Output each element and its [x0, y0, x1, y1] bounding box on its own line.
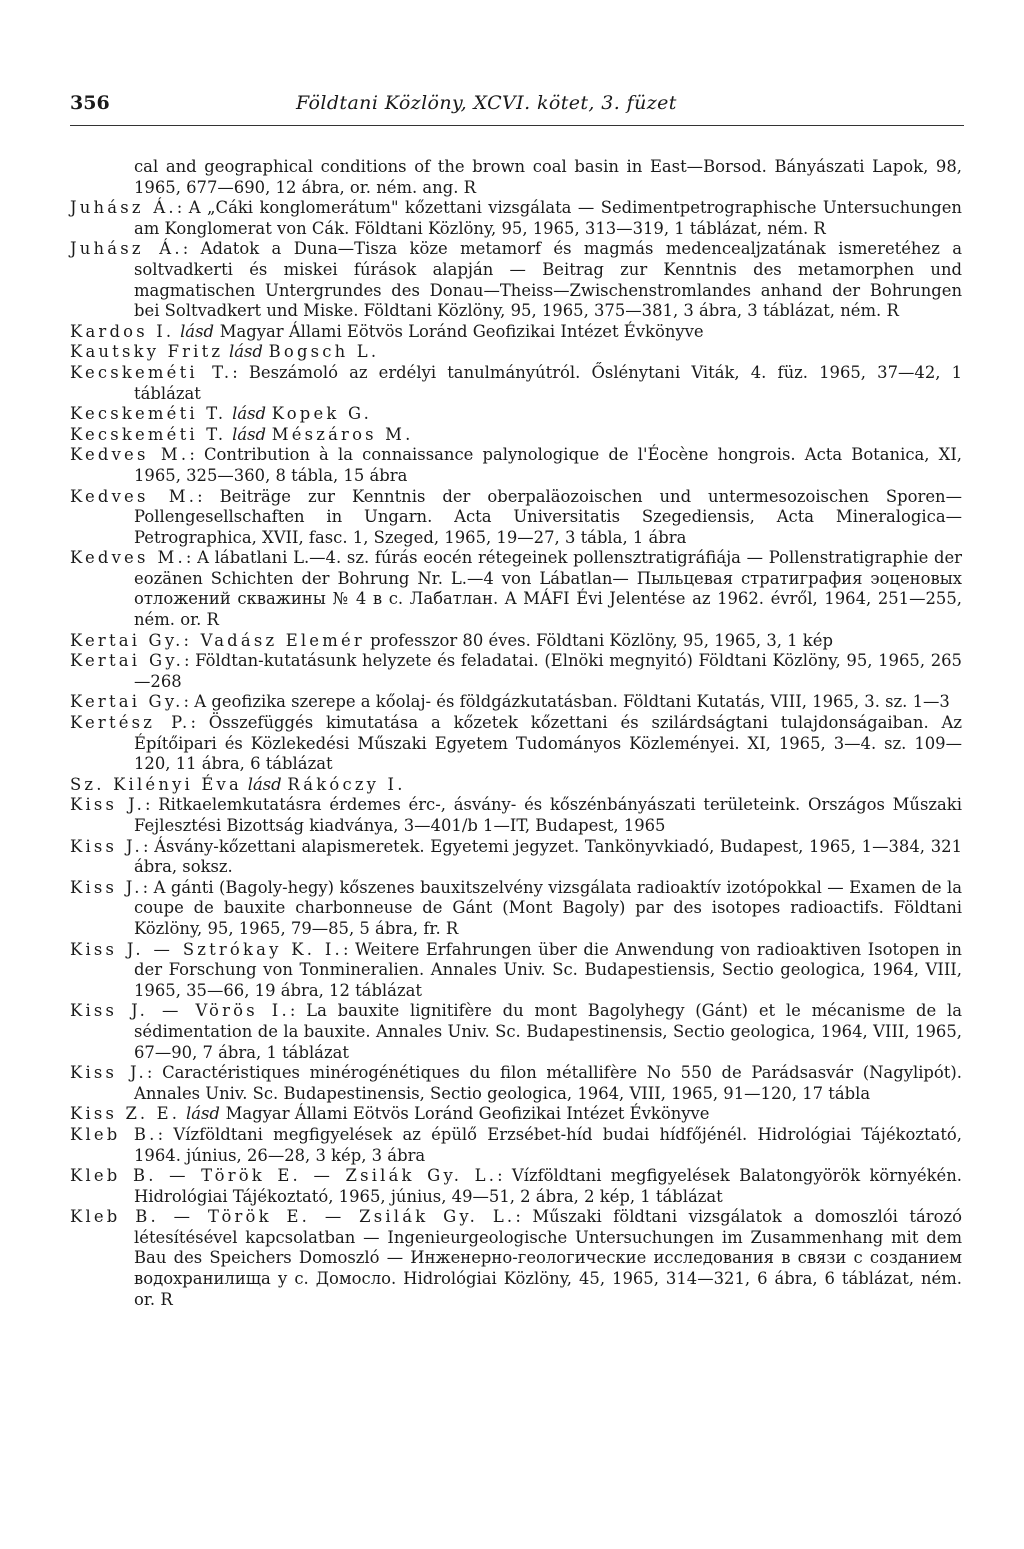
entry-author: Kertész P. — [70, 713, 191, 733]
bibliography-entry — [70, 1207, 962, 1310]
entry-citation: : A gánti (Bagoly-hegy) kőszenes bauxitszelvény vizsgálata radioaktív izotópokkal — Examen de la coupe de bauxite charbonneuse de Gánt (Mont Bagoly) par des isotopes radioactifs. Földtani Közlöny, 95, 1965, 79—85, 5 ábra, fr. R — [134, 877, 962, 938]
entry-author: Kertai Gy. — [70, 630, 184, 650]
entry-author: Kedves M. — [70, 486, 198, 506]
entry-citation: Magyar Állami Eötvös Loránd Geofizikai Intézet Évkönyve — [219, 321, 704, 341]
bibliography-entry — [70, 878, 962, 940]
entry-author: Kleb B. — [70, 1124, 158, 1144]
bibliography-entry — [70, 795, 962, 836]
entry-citation: : Ásvány-kőzettani alapismeretek. Egyetemi jegyzet. Tankönyvkiadó, Budapest, 1965, 1—384, 321 ábra, soksz. — [134, 836, 962, 877]
bibliography-entry — [70, 1125, 962, 1166]
entry-author: Kecskeméti T. — [70, 362, 233, 382]
entry-author: Kedves M. — [70, 445, 190, 465]
entry-author: Kiss J. — [70, 795, 145, 815]
bibliography-entry — [70, 157, 962, 198]
bibliography-entry — [70, 940, 962, 1002]
entry-citation: : A „Cáki konglomerátum" kőzettani vizsgálata — Sedimentpetrographische Untersuchungen am Konglomerat von Cák. Földtani Közlöny, 95, 1965, 313—319, 1 táblázat, ném. R — [134, 198, 962, 238]
entry-citation: : Vízföldtani megfigyelések Balatongyörök környékén. Hidrológiai Tájékoztató, 1965, június, 49—51, 2 ábra, 2 kép, 1 táblázat — [134, 1166, 962, 1206]
running-title: Földtani Közlöny, XCVI. kötet, 3. füzet — [296, 92, 677, 114]
see-also-label: lásd — [232, 424, 266, 444]
bibliography-entry — [70, 1063, 962, 1104]
bibliography-entry — [70, 1001, 962, 1063]
entry-citation: : Műszaki földtani vizsgálatok a domoszlói tározó létesítésével kapcsolatban — Ingenieurgeologische Untersuchungen im Zusammenhang mit dem Bau des Speichers Domoszló — Инженерно-геологические исследования в связи с созданием водохранилища у с. Домосло. Hidrológiai Közlöny, 45, 1965, 314—321, 6 ábra, 6 táblázat, ném. or. R — [134, 1207, 962, 1309]
entry-citation: : A lábatlani L.—4. sz. fúrás eocén rétegeinek pollensztratigráfiája — Pollenstratigraphie der eozänen Schichten der Bohrung Nr. L.—4 von Lábatlan— Пыльцевая стратиграфия эоценовых отложений скважины № 4 в с. Лабатлан. A MÁFI Évi Jelentése az 1962. évről, 1964, 251—255, ném. or. R — [134, 548, 963, 630]
entry-citation: cal and geographical conditions of the brown coal basin in East—Borsod. Bányászati Lapok, 98, 1965, 677—690, 12 ábra, or. ném. ang. R — [134, 157, 962, 197]
bibliography-entry — [70, 404, 962, 425]
entry-citation: Magyar Állami Eötvös Loránd Geofizikai Intézet Évkönyve — [225, 1104, 710, 1124]
entry-subject: : Vadász Elemér — [183, 630, 365, 650]
entry-author: Kleb B. — Török E. — Zsilák Gy. L. — [70, 1207, 516, 1227]
header-rule — [70, 125, 964, 126]
entry-citation: professzor 80 éves. Földtani Közlöny, 95, 1965, 3, 1 kép — [364, 630, 833, 650]
bibliography-entry — [70, 363, 962, 404]
entry-citation: : Vízföldtani megfigyelések az épülő Erzsébet-híd budai hídfőjénél. Hidrológiai Tájékoztató, 1964. június, 26—28, 3 kép, 3 ábra — [134, 1124, 962, 1165]
see-also-author: Rákóczy I. — [287, 774, 406, 794]
see-also-author: Kopek G. — [271, 404, 373, 424]
bibliography-entry — [70, 692, 962, 713]
bibliography-entry — [70, 837, 962, 878]
entry-citation: : Caractéristiques minérogénétiques du filon métallifère No 550 de Parádsasvár (Nagylipót). Annales Univ. Sc. Budapestinensis, Sectio geologica, 1964, VIII, 1965, 91—120, 17 tábla — [134, 1063, 962, 1103]
page-number: 356 — [70, 92, 110, 114]
bibliography-entry — [70, 1104, 962, 1125]
see-also-author: Mészáros M. — [271, 424, 414, 444]
entry-citation: : Beiträge zur Kenntnis der oberpaläozoischen und untermesozoischen Sporen—Pollengesellschaften in Ungarn. Acta Universitatis Szegediensis, Acta Mineralogica—Petrographica, XVII, fasc. 1, Szeged, 1965, 19—27, 3 tábla, 1 ábra — [134, 486, 962, 547]
bibliography-entry — [70, 1166, 962, 1207]
bibliography-entry — [70, 445, 962, 486]
entry-author: Sz. Kilényi Éva — [70, 774, 242, 794]
entry-citation: : Földtan-kutatásunk helyzete és feladatai. (Elnöki megnyitó) Földtani Közlöny, 95, 1965, 265—268 — [134, 651, 962, 691]
entry-author: Kautsky Fritz — [70, 342, 224, 362]
bibliography-entry — [70, 548, 962, 630]
entry-citation: : Adatok a Duna—Tisza köze metamorf és magmás medencealjzatának ismeretéhez a soltvadkerti és miskei fúrások alapján — Beitrag zur Kenntnis des metamorphen und magmatischen Untergrundes des Donau—Theiss—Zwischenstromlandes anhand der Bohrungen bei Soltvadkert und Miske. Földtani Közlöny, 95, 1965, 375—381, 3 ábra, 3 táblázat, ném. R — [134, 239, 962, 321]
entry-citation: : Weitere Erfahrungen über die Anwendung von radioaktiven Isotopen in der Forschung von Tonmineralien. Annales Univ. Sc. Budapestiensis, Sectio geologica, 1964, VIII, 1965, 35—66, 19 ábra, 12 táblázat — [134, 939, 962, 1000]
entry-author: Kiss J. — [70, 877, 143, 897]
bibliography-entry — [70, 487, 962, 549]
bibliography-list — [70, 157, 962, 1310]
entry-author: Kleb B. — Török E. — Zsilák Gy. L. — [70, 1166, 498, 1186]
see-also-label: lásd — [185, 1104, 220, 1124]
bibliography-entry — [70, 425, 962, 446]
bibliography-entry — [70, 713, 962, 775]
entry-author: Kecskeméti T. — [70, 404, 227, 424]
see-also-author: Bogsch L. — [268, 342, 380, 362]
entry-author: Kertai Gy. — [70, 692, 184, 712]
entry-author: Kiss J. — Vörös I. — [70, 1001, 290, 1021]
entry-citation: : Összefüggés kimutatása a kőzetek kőzettani és szilárdságtani tulajdonságaiban. Az Építőipari és Közlekedési Műszaki Egyetem Tudományos Közleményei. XI, 1965, 3—4. sz. 109—120, 11 ábra, 6 táblázat — [134, 713, 962, 774]
entry-citation: : A geofizika szerepe a kőolaj- és földgázkutatásban. Földtani Kutatás, VIII, 1965, 3. sz. 1—3 — [183, 692, 950, 712]
entry-author: Juhász Á. — [70, 239, 183, 259]
see-also-label: lásd — [247, 774, 282, 794]
bibliography-entry — [70, 198, 962, 239]
entry-citation: : La bauxite lignitifère du mont Bagolyhegy (Gánt) et le mécanisme de la sédimentation de la bauxite. Annales Univ. Sc. Budapestinensis, Sectio geologica, 1964, VIII, 1965, 67—90, 7 ábra, 1 táblázat — [134, 1001, 962, 1062]
bibliography-entry — [70, 322, 962, 343]
entry-author: Kiss J. — [70, 836, 143, 856]
page-header — [70, 92, 964, 122]
bibliography-entry — [70, 775, 962, 796]
see-also-label: lásd — [232, 404, 266, 424]
see-also-label: lásd — [228, 342, 263, 362]
entry-author: Kiss J. — [70, 1063, 147, 1083]
entry-author: Kiss J. — Sztrókay K. I. — [70, 939, 343, 959]
entry-citation: : Beszámoló az erdélyi tanulmányútról. Őslénytani Viták, 4. füz. 1965, 37—42, 1 táblázat — [134, 362, 962, 403]
bibliography-entry — [70, 239, 962, 321]
bibliography-entry — [70, 342, 962, 363]
bibliography-entry — [70, 631, 962, 652]
entry-author: Kecskeméti T. — [70, 424, 227, 444]
entry-author: Kertai Gy. — [70, 651, 184, 671]
entry-author: Kardos I. — [70, 321, 175, 341]
see-also-label: lásd — [180, 321, 214, 341]
entry-citation: : Ritkaelemkutatásra érdemes érc-, ásvány- és kőszénbányászati területeink. Országos Műszaki Fejlesztési Bizottság kiadványa, 3—401/b 1—IT, Budapest, 1965 — [134, 795, 962, 835]
bibliography-entry — [70, 651, 962, 692]
entry-author: Juhász Á. — [70, 198, 177, 218]
entry-author: Kedves M. — [70, 548, 186, 568]
entry-citation: : Contribution à la connaissance palynologique de l'Éocène hongrois. Acta Botanica, XI, 1965, 325—360, 8 tábla, 15 ábra — [134, 445, 963, 485]
entry-author: Kiss Z. E. — [70, 1104, 181, 1124]
